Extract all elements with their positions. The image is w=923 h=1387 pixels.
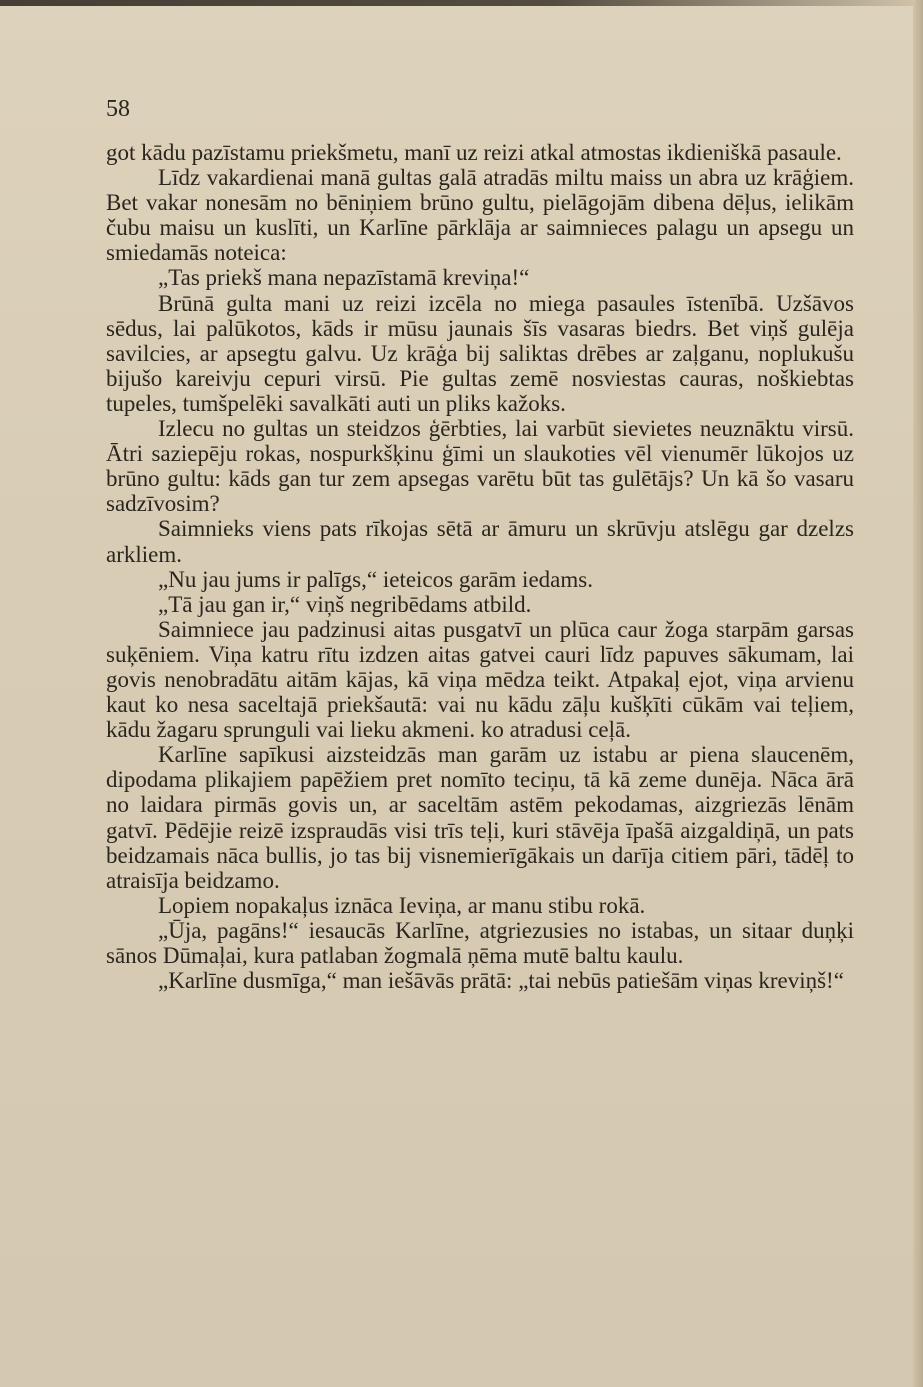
right-page-edge <box>913 0 923 1387</box>
paragraph: Saimnieks viens pats rīkojas sētā ar āmuru un skrūvju atslēgu gar dzelzs arkliem. <box>106 516 854 567</box>
paragraph: „Karlīne dusmīga,“ man iešāvās prātā: „tai nebūs patiešām viņas kreviņš!“ <box>158 968 844 994</box>
paragraph: „Nu jau jums ir palīgs,“ ieteicos garām iedams. <box>158 566 593 592</box>
paragraph: „Tas priekš mana nepazīstamā kreviņa!“ <box>158 265 530 291</box>
paragraph: „Ūja, pagāns!“ iesaucās Karlīne, atgriezusies no istabas, un sitaar duņķi sānos Dūmaļai, kura patlaban žogmalā ņēma mutē baltu kaulu. <box>106 917 854 968</box>
paragraph: Brūnā gulta mani uz reizi izcēla no miega pasaules īstenībā. Uzšāvos sēdus, lai palūkotos, kāds ir mūsu jaunais šīs vasaras biedrs. Bet viņš gulēja savilcies, ar apsegtu galvu. Uz krāģa bij saliktas drēbes ar zaļganu, noplukušu bijušo kareivju cepuri virsū. Pie gultas zemē nosviestas cauras, noškiebtas tupeles, tumšpelēki savalkāti auti un pliks kažoks. <box>106 290 854 416</box>
paragraph: Lopiem nopakaļus iznāca Ieviņa, ar manu stibu rokā. <box>158 892 646 918</box>
paragraph: Karlīne sapīkusi aizsteidzās man garām uz istabu ar piena slaucenēm, dipodama plikajiem papēžiem pret nomīto teciņu, tā kā zeme dunēja. Nāca ārā no laidara pirmās govis un, ar saceltām astēm pekodamas, aizgriezās lēnām gatvī. Pēdējie reizē izspraudās visi trīs teļi, kuri stāvēja īpašā aizgaldiņā, un pats beidzamais nāca bullis, jo tas bij visnemierīgākais un darīja citiem pāri, tādēļ to atraisīja beidzamo. <box>106 742 854 893</box>
paragraph: got kādu pazīstamu priekšmetu, manī uz reizi atkal atmostas ikdieniškā pasaule. <box>106 140 842 165</box>
body-text <box>106 140 854 993</box>
paragraph: Izlecu no gultas un steidzos ģērbties, lai varbūt sievietes neuznāktu virsū. Ātri saziepēju rokas, nospurkšķinu ģīmi un slaukoties vēl vienumēr lūkojos uz brūno gultu: kāds gan tur zem apsegas varētu būt tas gulētājs? Un kā šo vasaru sadzīvosim? <box>106 416 854 517</box>
page-number: 58 <box>106 96 130 122</box>
top-edge-shadow <box>0 0 923 6</box>
paragraph: Līdz vakardienai manā gultas galā atradās miltu maiss un abra uz krāģiem. Bet vakar nonesām no bēniņiem brūno gultu, pielāgojām dibena dēļus, ielikām čubu maisu un kuslīti, un Karlīne pārklāja ar saimnieces palagu un apsegu un smiedamās noteica: <box>106 165 854 266</box>
paragraph: „Tā jau gan ir,“ viņš negribēdams atbild. <box>158 591 532 617</box>
paragraph: Saimniece jau padzinusi aitas pusgatvī un plūca caur žoga starpām garsas suķēniem. Viņa katru rītu izdzen aitas gatvei cauri līdz papuves sākumam, lai govis nenobradātu aitām kājas, kā viņa mēdza teikt. Atpakaļ ejot, viņa arvienu kaut ko nesa saceltajā priekšautā: vai nu kādu zāļu kušķīti cūkām vai teļiem, kādu žagaru sprunguli vai lieku akmeni. ko atradusi ceļā. <box>106 616 854 743</box>
